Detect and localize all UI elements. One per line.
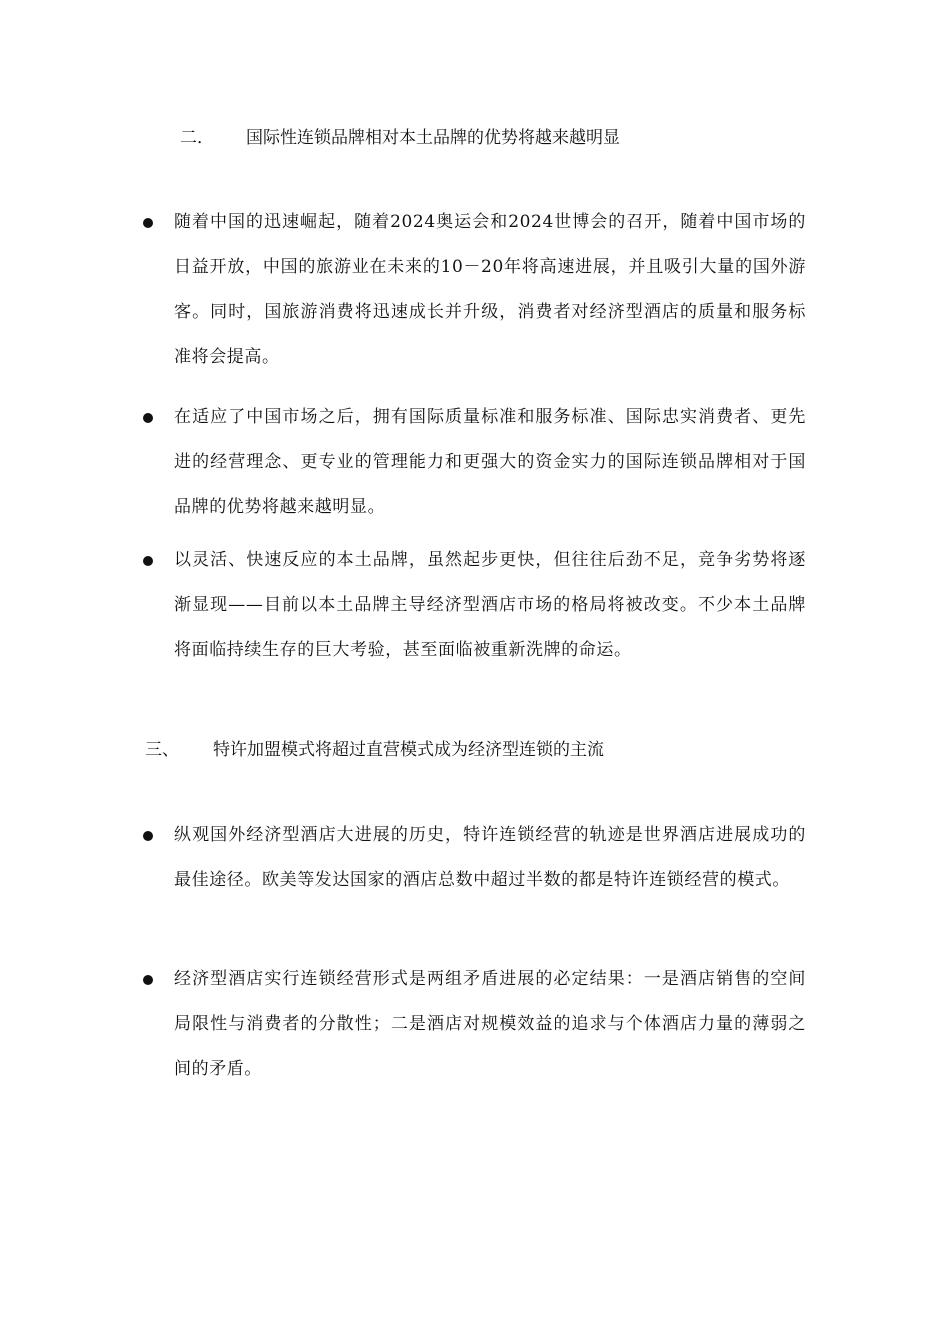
list-item: 以灵活、快速反应的本土品牌，虽然起步更快，但往往后劲不足，竞争劣势将逐渐显现——目前以本土品牌主导经济型酒店市场的格局将被改变。不少本土品牌将面临持续生存的巨大考验，甚至面临被重新洗牌的命运。 xyxy=(174,550,806,660)
bullet-icon xyxy=(143,556,153,566)
list-item: 纵观国外经济型酒店大进展的历史，特许连锁经营的轨迹是世界酒店进展成功的最佳途径。欧美等发达国家的酒店总数中超过半数的都是特许连锁经营的模式。 xyxy=(174,825,806,890)
list-item: 在适应了中国市场之后，拥有国际质量标准和服务标准、国际忠实消费者、更先进的经营理念、更专业的管理能力和更强大的资金实力的国际连锁品牌相对于国品牌的优势将越来越明显。 xyxy=(174,407,806,517)
bullet-icon xyxy=(143,218,153,228)
section-heading-2 xyxy=(180,127,620,149)
bullet-icon xyxy=(143,975,153,985)
bullet-icon xyxy=(143,831,153,841)
section-number: 二． xyxy=(180,128,214,148)
section-title: 特许加盟模式将超过直营模式成为经济型连锁的主流 xyxy=(213,740,604,760)
section-heading-3 xyxy=(145,739,604,761)
section-title: 国际性连锁品牌相对本土品牌的优势将越来越明显 xyxy=(246,128,620,148)
list-item: 随着中国的迅速崛起，随着2024奥运会和2024世博会的召开，随着中国市场的日益开放，中国的旅游业在未来的10－20年将高速进展，并且吸引大量的国外游客。同时，国旅游消费将迅速成长并升级，消费者对经济型酒店的质量和服务标准将会提高。 xyxy=(174,212,806,367)
list-item: 经济型酒店实行连锁经营形式是两组矛盾进展的必定结果：一是酒店销售的空间局限性与消费者的分散性；二是酒店对规模效益的追求与个体酒店力量的薄弱之间的矛盾。 xyxy=(174,969,806,1079)
section-number: 三、 xyxy=(145,740,179,760)
bullet-icon xyxy=(143,413,153,423)
